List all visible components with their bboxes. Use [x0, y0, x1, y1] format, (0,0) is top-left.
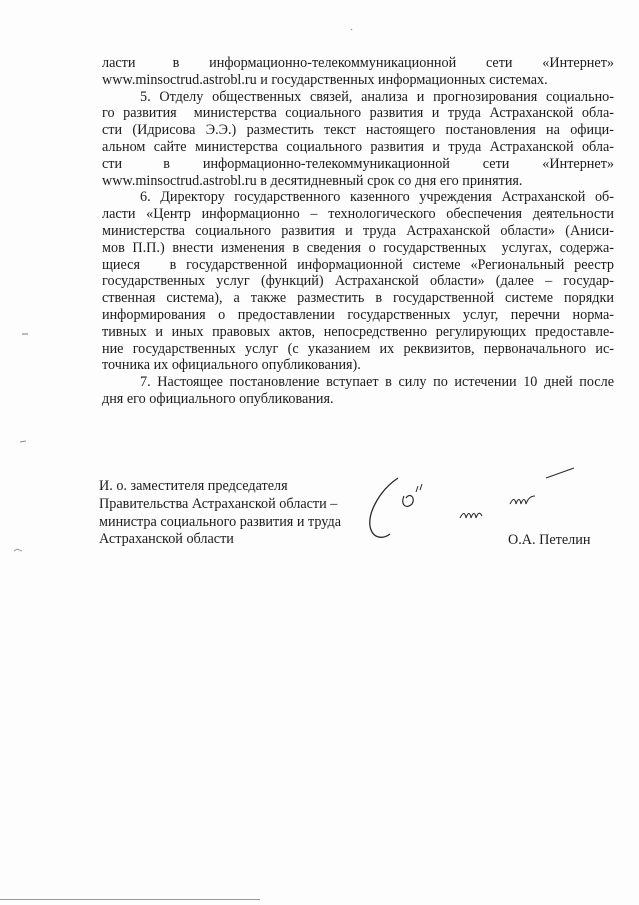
- text-line: министерства социального развития и труда Астраханской области» (Аниси-: [102, 222, 614, 239]
- text-line: ственная система), а также разместить в государственной системе порядки: [102, 290, 614, 307]
- text-line: сти в информационно-телекоммуникационной сети «Интернет»: [102, 155, 614, 172]
- text-line: дня его официального опубликования.: [102, 390, 334, 407]
- text-line: го развития министерства социального развития и труда Астраханской обла-: [102, 105, 614, 122]
- text-line: информирования о предоставлении государственных услуг, перечни норма-: [102, 306, 614, 323]
- signatory-name: О.А. Петелин: [508, 532, 591, 548]
- text-line: www.minsoctrud.astrobl.ru в десятидневный срок со дня его принятия.: [102, 172, 523, 189]
- text-line: точника их официального опубликования).: [102, 357, 361, 374]
- text-line: государственных услуг (функций) Астраханской области» (далее – государ-: [102, 273, 614, 290]
- text-line: щиеся в государственной информационной системе «Региональный реестр: [102, 256, 614, 273]
- document-body: [102, 55, 614, 408]
- text-line: www.minsoctrud.astrobl.ru и государственных информационных системах.: [102, 71, 548, 88]
- text-line: ласти в информационно-телекоммуникационной сети «Интернет»: [102, 55, 614, 71]
- scan-speck: [20, 440, 26, 444]
- signatory-title-line: И. о. заместителя председателя: [99, 478, 288, 494]
- scan-speck: [350, 28, 353, 31]
- paragraph-7-start: 7. Настоящее постановление вступает в силу по истечении 10 дней после: [140, 374, 614, 391]
- text-line: сти (Идрисова Э.Э.) разместить текст настоящего постановления на офици-: [102, 122, 614, 139]
- text-line: тивных и иных правовых актов, непосредственно регулирующих предоставле-: [102, 323, 614, 340]
- text-line: альном сайте министерства социального развития и труда Астраханской обла-: [102, 138, 614, 155]
- scan-speck: [14, 548, 22, 553]
- paragraph-5-start: 5. Отделу общественных связей, анализа и прогнозирования социально-: [140, 88, 614, 105]
- text-line: мов П.П.) внести изменения в сведения о государственных услугах, содержа-: [102, 239, 614, 256]
- scan-speck: [22, 332, 28, 336]
- text-line: ласти «Центр информационно – технологического обеспечения деятельности: [102, 206, 614, 223]
- text-line: ние государственных услуг (с указанием их реквизитов, первоначального ис-: [102, 340, 614, 357]
- signatory-title-line: Правительства Астраханской области –: [99, 495, 338, 512]
- signatory-title-line: министра социального развития и труда: [99, 513, 341, 530]
- paragraph-6-start: 6. Директору государственного казенного учреждения Астраханской об-: [140, 189, 614, 206]
- signatory-title-line: Астраханской области: [99, 531, 234, 548]
- page-edge-line: [0, 899, 260, 900]
